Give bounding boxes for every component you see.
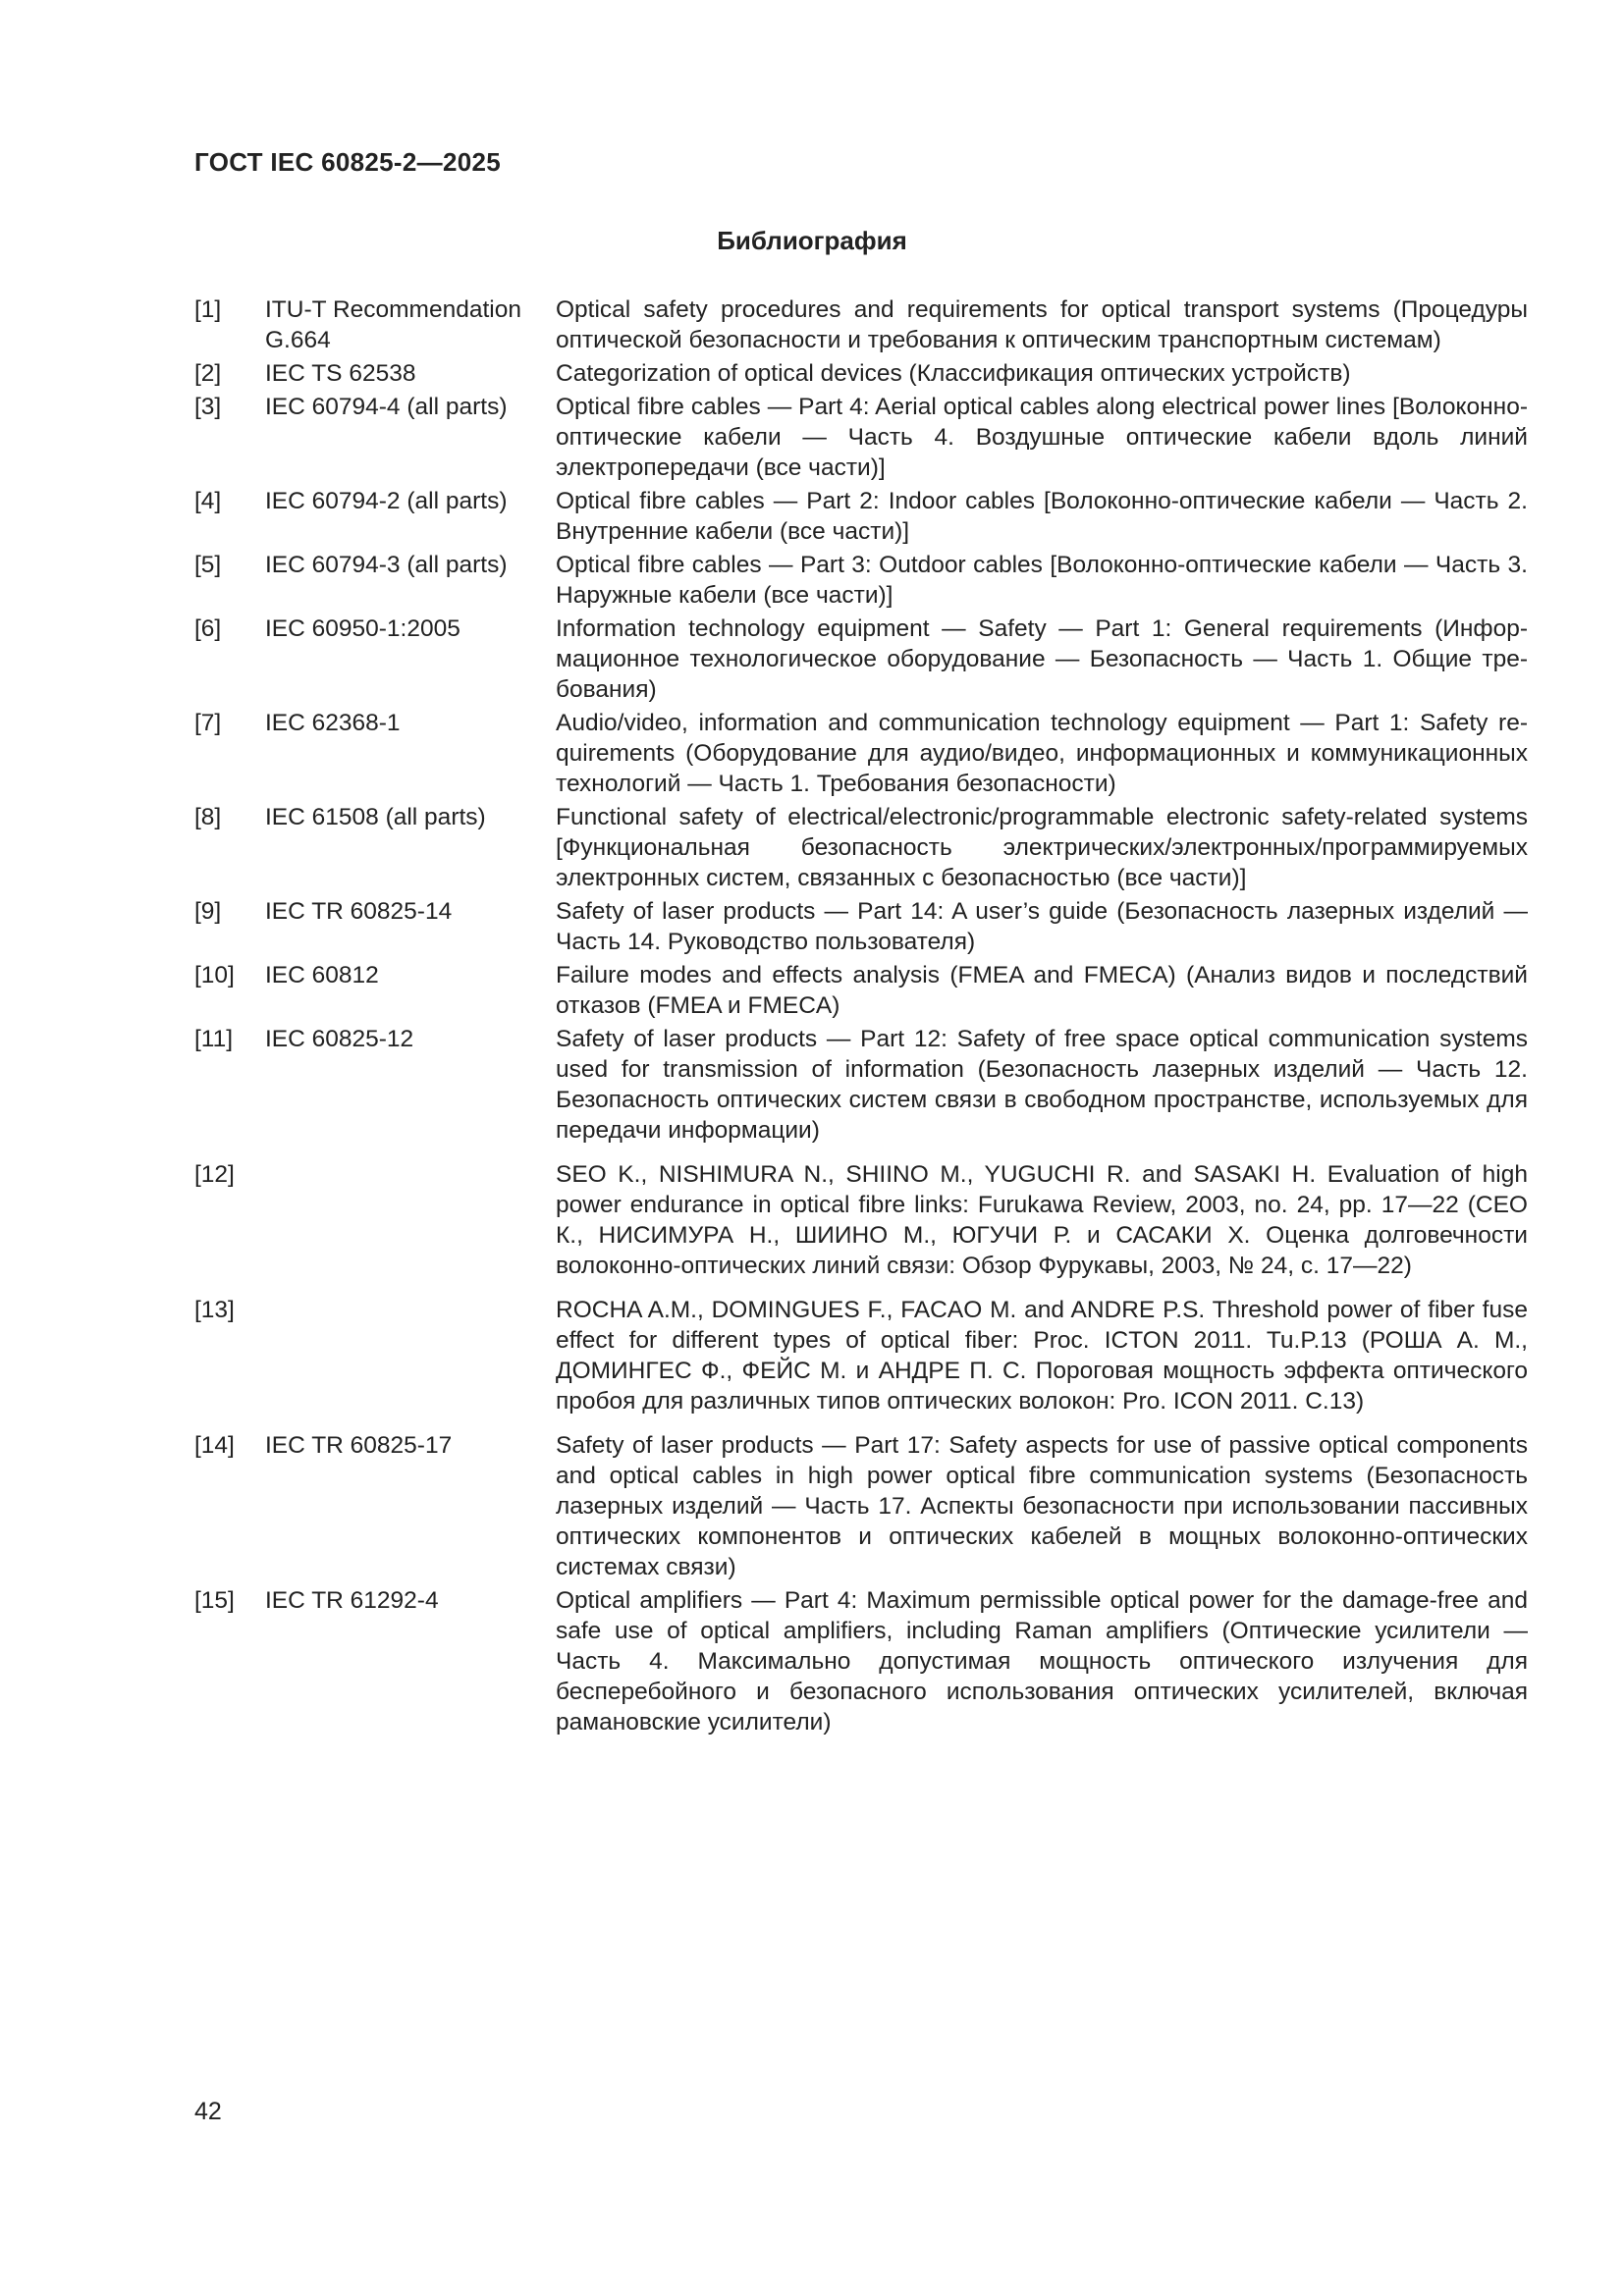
page-number: 42	[194, 2098, 222, 2125]
bibliography-entry	[194, 486, 1528, 547]
document-header: ГОСТ IEC 60825-2—2025	[194, 147, 501, 177]
entry-title: Categorization of optical devices (Классификация оптических устройств)	[556, 360, 1351, 387]
entry-number: [5]	[194, 552, 222, 578]
bibliography-entry	[194, 294, 1528, 355]
entry-designation: IEC 62368-1	[265, 710, 401, 736]
entry-designation: IEC 60794-4 (all parts)	[265, 394, 508, 420]
entry-designation: IEC 61508 (all parts)	[265, 804, 486, 830]
bibliography-entry	[194, 960, 1528, 1021]
entry-number: [7]	[194, 710, 222, 736]
entry-title: Information technology equipment — Safety — Part 1: General requirements (Информационное технологическое оборудование — Безопасность — Часть 1. Общие требования)	[556, 615, 1528, 703]
entry-designation: IEC TR 60825-17	[265, 1432, 453, 1459]
entry-title: Optical fibre cables — Part 3: Outdoor cables [Волоконно-оптические кабели — Часть 3. Наружные кабели (все части)]	[556, 552, 1528, 609]
entry-designation: IEC TR 61292-4	[265, 1587, 439, 1614]
entry-designation: IEC 60950-1:2005	[265, 615, 460, 642]
entry-number: [14]	[194, 1432, 235, 1459]
entry-number: [12]	[194, 1161, 235, 1188]
entry-designation: IEC 60794-3 (all parts)	[265, 552, 508, 578]
entry-title: Failure modes and effects analysis (FMEA and FMECA) (Анализ видов и последствий отказов (FMEA и FMECA)	[556, 962, 1528, 1019]
bibliography-entry	[194, 1159, 1528, 1281]
entry-number: [15]	[194, 1587, 235, 1614]
entry-title: Safety of laser products — Part 12: Safety of free space optical communication systems used for transmission of information (Безопасность лазерных изделий — Часть 12. Безопасность оптических систем связи в свободном пространстве, используемых для передачи информации)	[556, 1026, 1528, 1144]
entry-title: Audio/video, information and communication technology equipment — Part 1: Safety requirements (Оборудование для аудио/видео, информационных и коммуникационных технологий — Часть 1. Требования безопасности)	[556, 710, 1528, 797]
entry-number: [6]	[194, 615, 222, 642]
entry-designation: IEC TR 60825-14	[265, 898, 453, 925]
bibliography-entry	[194, 614, 1528, 705]
entry-title: Optical fibre cables — Part 2: Indoor cables [Волоконно-оптические кабели — Часть 2. Внутренние кабели (все части)]	[556, 488, 1528, 545]
bibliography-entry	[194, 896, 1528, 957]
entry-number: [10]	[194, 962, 235, 988]
bibliography-entry	[194, 358, 1528, 389]
entry-title: Safety of laser products — Part 17: Safety aspects for use of passive optical components and optical cables in high power optical fibre communication systems (Безопасность лазерных изделий — Часть 17. Аспекты безопасности при использовании пассивных оптических компонентов и оптических кабелей в мощных волоконно-оптических системах связи)	[556, 1432, 1528, 1580]
entry-title: ROCHA A.M., DOMINGUES F., FACAO M. and ANDRE P.S. Threshold power of fiber fuse effect for different types of optical fiber: Proc. ICTON 2011. Tu.P.13 (РОША А. М., ДОМИНГЕС Ф., ФЕЙС М. и АНДРЕ П. С. Пороговая мощность эффекта оптического пробоя для различных типов оптических волокон: Pro. ICON 2011. C.13)	[556, 1297, 1528, 1415]
bibliography-entry	[194, 1024, 1528, 1146]
entry-designation	[265, 1295, 556, 1416]
entry-number: [9]	[194, 898, 222, 925]
entry-number: [2]	[194, 360, 222, 387]
entry-title: Functional safety of electrical/electronic/programmable electronic safety-related systems [Функциональная безопасность электрических/электронных/программируемых электронных систем, связанных с безопасностью (все части)]	[556, 804, 1528, 891]
entry-number: [11]	[194, 1026, 234, 1052]
entry-number: [8]	[194, 804, 222, 830]
bibliography-entry	[194, 392, 1528, 483]
page-title: Библиография	[717, 226, 907, 255]
bibliography-entry	[194, 708, 1528, 799]
entry-number: [4]	[194, 488, 222, 514]
entry-designation: IEC 60825-12	[265, 1026, 414, 1052]
entry-title: Optical fibre cables — Part 4: Aerial optical cables along electrical power lines [Волоконно-оптические кабели — Часть 4. Воздушные оптические кабели вдоль линий электропередачи (все части)]	[556, 394, 1528, 481]
entry-title: Safety of laser products — Part 14: A user’s guide (Безопасность лазерных изделий — Часть 14. Руководство пользователя)	[556, 898, 1528, 955]
entry-designation: IEC 60812	[265, 962, 379, 988]
bibliography-list	[194, 294, 1528, 1740]
bibliography-entry	[194, 802, 1528, 893]
entry-title: Optical amplifiers — Part 4: Maximum permissible optical power for the damage-free and safe use of optical amplifiers, including Raman amplifiers (Оптические усилители — Часть 4. Максимально допустимая мощность оптического излучения для бесперебойного и безопасного использования оптических усилителей, включая рамановские усилители)	[556, 1587, 1528, 1735]
entry-designation: IEC 60794-2 (all parts)	[265, 488, 508, 514]
bibliography-entry	[194, 550, 1528, 611]
bibliography-entry	[194, 1585, 1528, 1737]
entry-number: [13]	[194, 1297, 235, 1323]
entry-designation: IEC TS 62538	[265, 360, 416, 387]
entry-title: Optical safety procedures and requirements for optical transport systems (Процедуры оптической безопасности и требования к оптическим транспортным системам)	[556, 296, 1528, 353]
entry-title: SEO K., NISHIMURA N., SHIINO M., YUGUCHI R. and SASAKI H. Evaluation of high power endurance in optical fibre links: Furukawa Review, 2003, no. 24, pp. 17—22 (СЕО К., НИСИМУРА Н., ШИИНО М., ЮГУЧИ Р. и САСАКИ Х. Оценка долговечности волоконно-оптических линий связи: Обзор Фурукавы, 2003, № 24, с. 17—22)	[556, 1161, 1528, 1279]
entry-number: [1]	[194, 296, 222, 323]
bibliography-entry	[194, 1295, 1528, 1416]
bibliography-entry	[194, 1430, 1528, 1582]
entry-number: [3]	[194, 394, 222, 420]
entry-designation	[265, 1159, 556, 1281]
entry-designation: ITU-T Recommendation G.664	[265, 296, 521, 353]
